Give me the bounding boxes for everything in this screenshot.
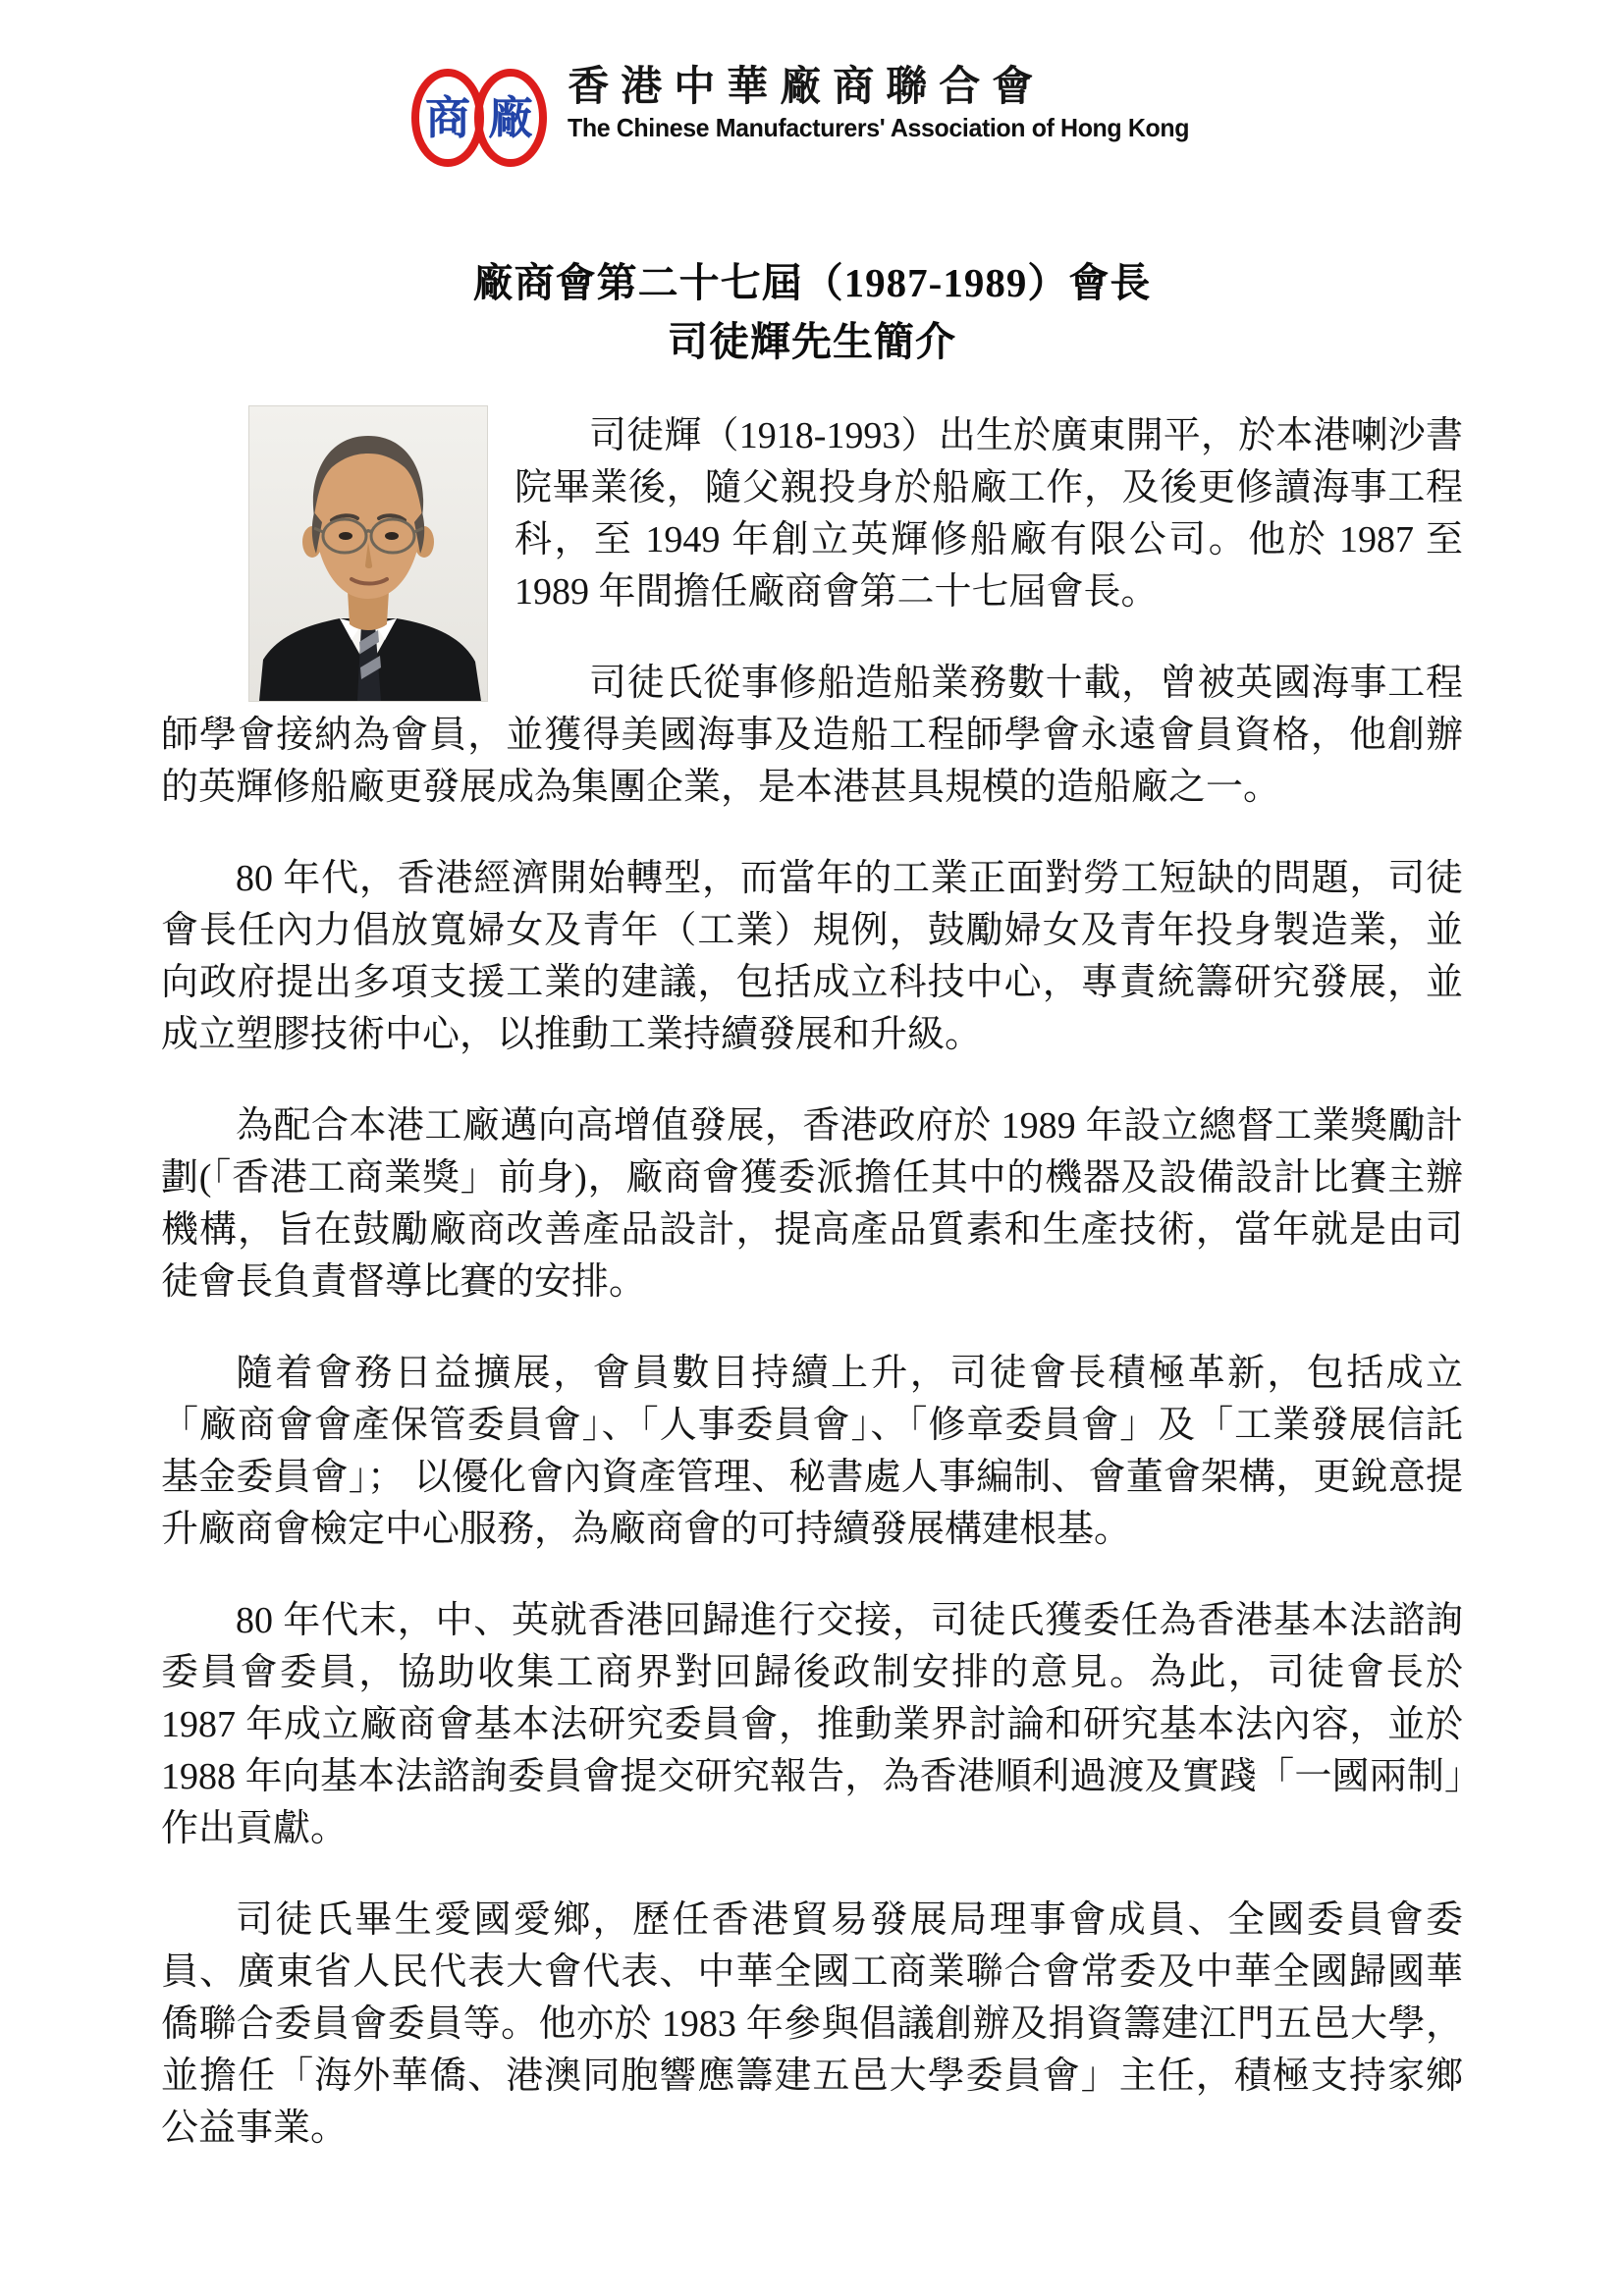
portrait-photo (249, 406, 487, 701)
paragraph-basic-law: 80 年代末，中、英就香港回歸進行交接，司徒氏獲委任為香港基本法諮詢委員會委員，協助收集工商界對回歸後政制安排的意見。為此，司徒會長於 1987 年成立廠商會基本法研究委員會，推動業界討論和研究基本法內容，並於 1988 年向基本法諮詢委員會提交研究報告，為香港順利過渡及實踐「一國兩制」作出貢獻。 (161, 1600, 1463, 1849)
cma-interlocked-circles-icon (408, 67, 554, 169)
logo-wordmark (568, 61, 1215, 143)
biography-text (161, 410, 1463, 2155)
paragraph-governor-award: 為配合本港工廠邁向高增值發展，香港政府於 1989 年設立總督工業獎勵計劃(「香港工商業獎」前身)，廠商會獲委派擔任其中的機器及設備設計比賽主辦機構，旨在鼓勵廠商改善產品設計，提高產品質素和生產技術，當年就是由司徒會長負責督導比賽的安排。 (161, 1105, 1463, 1303)
paragraph-industry-1980s: 80 年代，香港經濟開始轉型，而當年的工業正面對勞工短缺的問題，司徒會長任內力倡放寬婦女及青年（工業）規例，鼓勵婦女及青年投身製造業，並向政府提出多項支援工業的建議，包括成立科技中心，專責統籌研究發展，並成立塑膠技術中心，以推動工業持續發展和升級。 (161, 858, 1463, 1055)
paragraph-career: 司徒氏從事修船造船業務數十載，曾被英國海事工程師學會接納為會員，並獲得美國海事及造船工程師學會永遠會員資格，他創辦的英輝修船廠更發展成為集團企業，是本港甚具規模的造船廠之一。 (161, 663, 1463, 808)
association-logo (0, 0, 1624, 169)
page-title-line1: 廠商會第二十七屆（1987-1989）會長 (472, 260, 1152, 305)
portrait-illustration (249, 406, 487, 701)
logo-english-name: The Chinese Manufacturers' Association of Hong Kong (568, 112, 1190, 142)
logo-right-char: 廠 (488, 93, 534, 143)
paragraph-committees: 隨着會務日益擴展，會員數目持續上升，司徒會長積極革新，包括成立「廠商會會產保管委員會」、「人事委員會」、「修章委員會」及「工業發展信託基金委員會」； 以優化會內資產管理、秘書處人事編制、會董會架構，更銳意提升廠商會檢定中心服務，為廠商會的可持續發展構建根基。 (161, 1353, 1463, 1550)
page-title-line2: 司徒輝先生簡介 (668, 319, 956, 364)
logo-left-char: 商 (425, 93, 471, 143)
paragraph-intro: 司徒輝（1918-1993）出生於廣東開平，於本港喇沙書院畢業後，隨父親投身於船廠工作，及後更修讀海事工程科，至 1949 年創立英輝修船廠有限公司。他於 1987 至 1989 年間擔任廠商會第二十七屆會長。 (514, 415, 1463, 613)
paragraph-patriotism: 司徒氏畢生愛國愛鄉，歷任香港貿易發展局理事會成員、全國委員會委員、廣東省人民代表大會代表、中華全國工商業聯合會常委及中華全國歸國華僑聯合委員會委員等。他亦於 1983 年參與倡議創辦及捐資籌建江門五邑大學，並擔任「海外華僑、港澳同胞響應籌建五邑大學委員會」主任，積極支持家鄉公益事業。 (161, 1899, 1463, 2149)
page-title (0, 253, 1624, 371)
logo-chinese-name: 香港中華廠商聯合會 (568, 63, 1046, 109)
